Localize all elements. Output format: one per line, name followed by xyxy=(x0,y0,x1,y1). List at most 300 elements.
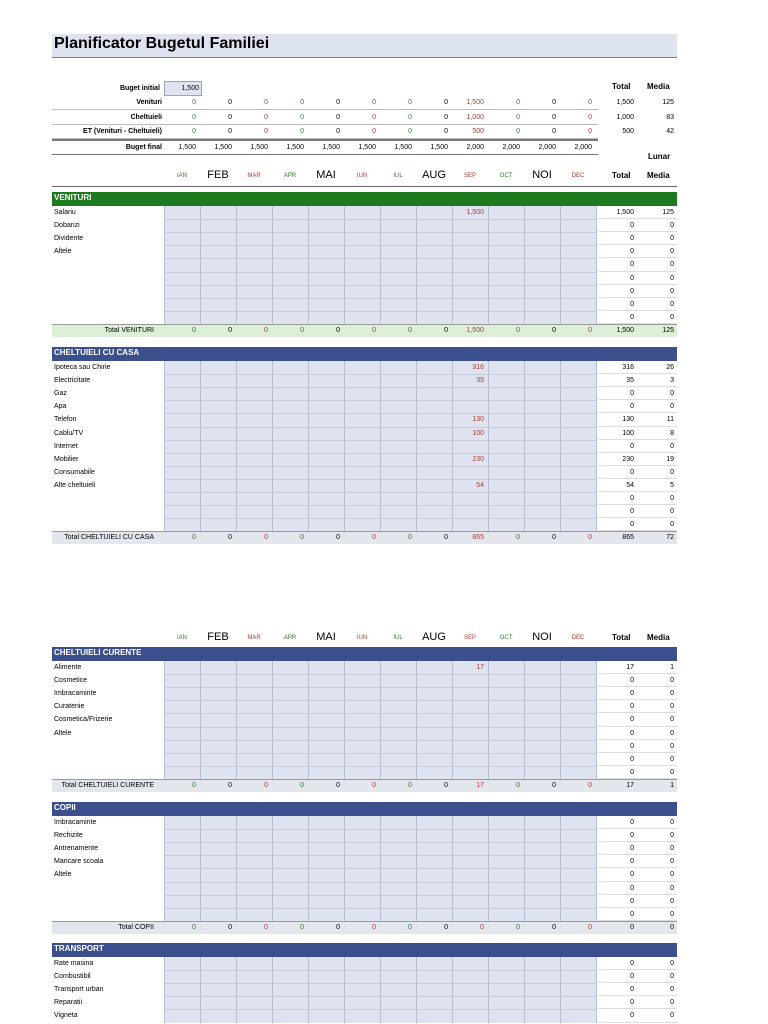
row-total: 0 xyxy=(630,248,634,256)
month-header-iun: IUN xyxy=(356,173,368,179)
row-media: 0 xyxy=(670,248,674,256)
summary-cell: 0 xyxy=(300,113,304,121)
grid-row-line xyxy=(164,374,596,375)
section-total-cell: 0 xyxy=(228,781,232,789)
month-header-noi: NOI xyxy=(532,169,552,181)
row-label: Imbracaminte xyxy=(54,819,97,826)
section-total-label: Total COPII xyxy=(118,923,154,931)
row-total: 1,500 xyxy=(616,209,634,216)
row-media: 0 xyxy=(670,261,674,269)
row-total: 0 xyxy=(630,235,634,243)
month-header-sep: SEP xyxy=(463,173,476,179)
grid-row-line xyxy=(164,700,596,701)
grid-column-line xyxy=(416,661,417,779)
section-total-cell: 0 xyxy=(408,923,412,931)
section-total-cell: 0 xyxy=(444,534,448,542)
row-media: 5 xyxy=(670,481,674,489)
row-label: Altele xyxy=(54,729,72,737)
grid-row-line xyxy=(164,753,596,754)
grid-row-line xyxy=(164,855,596,856)
section-total-cell: 0 xyxy=(372,781,376,789)
month-header-feb: FEB xyxy=(207,631,229,643)
row-label: Cosmetice xyxy=(54,677,88,685)
row-media: 0 xyxy=(670,468,674,476)
grid-row-line xyxy=(164,387,596,388)
row-label: Rate masina xyxy=(54,960,94,967)
row-total: 0 xyxy=(630,1012,634,1020)
row-total: 0 xyxy=(630,729,634,737)
section-total-cell: 0 xyxy=(336,923,340,931)
input-grid[interactable] xyxy=(164,957,596,1023)
grid-column-line xyxy=(416,206,417,324)
section-header-copii xyxy=(52,802,677,816)
row-media: 0 xyxy=(670,897,674,905)
section-total-cell: 0 xyxy=(300,923,304,931)
summary-cell: 0 xyxy=(300,99,304,106)
month-header-aug: AUG xyxy=(422,169,446,181)
summary-row-media: 125 xyxy=(662,99,674,106)
row-total: 0 xyxy=(630,845,634,853)
section-total-label: Total CHELTUIELI CURENTE xyxy=(61,781,154,789)
section-total-cell: 0 xyxy=(444,326,448,334)
grid-row-line xyxy=(164,713,596,714)
row-label: Alte cheltuieli xyxy=(54,481,96,489)
section-total-media: 0 xyxy=(670,923,674,931)
row-total: 100 xyxy=(622,429,634,437)
section-total-cell: 0 xyxy=(264,923,268,931)
grid-column-line xyxy=(164,661,165,779)
buget-final-cell: 2,000 xyxy=(574,144,592,151)
row-total: 0 xyxy=(630,832,634,840)
summary-cell: 0 xyxy=(264,113,268,121)
row-media: 0 xyxy=(670,960,674,967)
grid-column-line xyxy=(560,206,561,324)
row-media: 0 xyxy=(670,871,674,879)
sep-value[interactable]: 1,500 xyxy=(466,209,484,216)
summary-cell: 0 xyxy=(444,113,448,121)
section-total-cell: 0 xyxy=(336,326,340,334)
header-separator xyxy=(52,186,677,187)
section-total-media: 125 xyxy=(662,326,674,334)
row-total: 0 xyxy=(630,703,634,711)
row-media: 0 xyxy=(670,729,674,737)
row-total: 0 xyxy=(630,884,634,892)
row-media: 0 xyxy=(670,235,674,243)
grid-row-line xyxy=(164,727,596,728)
grid-row-line xyxy=(164,298,596,299)
total-header: Total xyxy=(612,171,631,180)
summary-cell: 0 xyxy=(336,99,340,106)
grid-row-line xyxy=(164,518,596,519)
section-total-media: 1 xyxy=(670,781,674,789)
section-total-label: Total VENITURI xyxy=(104,326,154,334)
row-media: 0 xyxy=(670,222,674,230)
row-media: 0 xyxy=(670,1012,674,1020)
summary-cell: 0 xyxy=(192,113,196,121)
row-media: 3 xyxy=(670,377,674,385)
summary-cell: 0 xyxy=(192,128,196,135)
summary-cell: 1,000 xyxy=(466,113,484,121)
row-media: 19 xyxy=(666,455,674,463)
month-header-apr: APR xyxy=(283,635,297,641)
section-total-cell: 0 xyxy=(552,923,556,931)
grid-column-line xyxy=(452,206,453,324)
summary-row-label: ET (Venituri - Cheltuieli) xyxy=(83,128,162,135)
buget-final-cell: 1,500 xyxy=(322,144,340,151)
row-total: 0 xyxy=(630,716,634,724)
section-total-cell: 0 xyxy=(372,326,376,334)
row-total: 0 xyxy=(630,442,634,450)
row-media: 0 xyxy=(670,845,674,853)
grid-row-line xyxy=(164,272,596,273)
section-total-cell: 0 xyxy=(408,534,412,542)
lunar-header: Lunar xyxy=(648,152,671,161)
buget-final-cell: 2,000 xyxy=(502,144,520,151)
row-label: Consumabile xyxy=(54,468,95,476)
sep-value[interactable]: 17 xyxy=(476,664,484,671)
grid-column-line xyxy=(236,661,237,779)
section-title: CHELTUIELI CURENTE xyxy=(54,648,142,657)
buget-final-cell: 1,500 xyxy=(178,144,196,151)
buget-final-cell: 2,000 xyxy=(538,144,556,151)
row-media: 0 xyxy=(670,999,674,1007)
buget-initial-input[interactable]: 1,500 xyxy=(164,81,202,96)
month-header-iul: IUL xyxy=(393,635,403,641)
grid-row-line xyxy=(164,983,596,984)
row-label: Antrenamente xyxy=(54,845,98,853)
summary-row-media: 42 xyxy=(666,128,674,135)
section-total-cell: 0 xyxy=(228,326,232,334)
row-label: Alimente xyxy=(54,664,82,671)
row-media: 0 xyxy=(670,442,674,450)
grid-row-line xyxy=(164,466,596,467)
grid-column-line xyxy=(164,957,165,1023)
row-total: 0 xyxy=(630,677,634,685)
sep-value[interactable]: 230 xyxy=(472,455,484,463)
row-media: 0 xyxy=(670,819,674,826)
summary-cell: 0 xyxy=(552,128,556,135)
summary-cell: 0 xyxy=(264,128,268,135)
row-label: Imbracaminte xyxy=(54,690,97,698)
grid-row-line xyxy=(164,427,596,428)
section-total-cell: 0 xyxy=(480,923,484,931)
row-total: 0 xyxy=(630,742,634,750)
summary-cell: 0 xyxy=(408,128,412,135)
row-total: 0 xyxy=(630,495,634,502)
row-media: 0 xyxy=(670,742,674,750)
row-media: 0 xyxy=(670,313,674,321)
row-media: 0 xyxy=(670,884,674,892)
row-media: 0 xyxy=(670,832,674,840)
grid-column-line xyxy=(488,661,489,779)
row-label: Transport urban xyxy=(54,986,104,994)
row-label: Salariu xyxy=(54,209,76,216)
section-total-media: 72 xyxy=(666,534,674,542)
section-total-cell: 0 xyxy=(552,326,556,334)
row-total: 0 xyxy=(630,300,634,308)
section-total-cell: 0 xyxy=(516,534,520,542)
month-header-mar: MAR xyxy=(247,173,261,179)
row-total: 0 xyxy=(630,768,634,776)
summary-cell: 0 xyxy=(228,128,232,135)
summary-cell: 0 xyxy=(552,99,556,106)
month-header-oct: OCT xyxy=(499,173,513,179)
grid-row-line xyxy=(164,492,596,493)
grid-row-line xyxy=(164,996,596,997)
row-total: 0 xyxy=(630,910,634,918)
input-grid[interactable] xyxy=(164,361,596,531)
section-header-cheltuieli-curente xyxy=(52,647,677,661)
grid-column-line xyxy=(308,957,309,1023)
grid-column-line xyxy=(380,957,381,1023)
month-header-mar: MAR xyxy=(247,635,261,641)
section-total-cell: 0 xyxy=(264,326,268,334)
summary-cell: 0 xyxy=(408,113,412,121)
row-media: 1 xyxy=(670,664,674,671)
section-title: TRANSPORT xyxy=(54,944,104,953)
sep-value[interactable]: 100 xyxy=(472,429,484,437)
grid-column-line xyxy=(344,206,345,324)
row-total: 0 xyxy=(630,313,634,321)
summary-cell: 0 xyxy=(588,128,592,135)
month-header-aug: AUG xyxy=(422,631,446,643)
row-total: 0 xyxy=(630,897,634,905)
input-grid[interactable] xyxy=(164,816,596,921)
summary-row-label: Venituri xyxy=(136,99,162,106)
section-total-cell: 0 xyxy=(408,326,412,334)
row-label: Reparatii xyxy=(54,999,83,1007)
buget-final-cell: 1,500 xyxy=(358,144,376,151)
summary-cell: 0 xyxy=(192,99,196,106)
grid-column-line xyxy=(200,206,201,324)
row-label: Dobanzi xyxy=(54,222,80,230)
row-total: 0 xyxy=(630,390,634,398)
grid-column-line xyxy=(560,661,561,779)
grid-row-line xyxy=(164,908,596,909)
month-header-mai: MAI xyxy=(316,631,336,643)
grid-row-line xyxy=(164,479,596,480)
section-title: CHELTUIELI CU CASA xyxy=(54,348,140,357)
row-media: 11 xyxy=(666,416,674,424)
grid-column-line xyxy=(236,206,237,324)
sep-value[interactable]: 316 xyxy=(472,364,484,371)
section-header-venituri xyxy=(52,192,677,206)
sep-value[interactable]: 130 xyxy=(472,416,484,424)
row-total: 0 xyxy=(630,403,634,411)
buget-final-cell: 1,500 xyxy=(250,144,268,151)
section-total-label: Total CHELTUIELI CU CASA xyxy=(64,534,154,542)
grid-column-line xyxy=(380,661,381,779)
summary-cell: 0 xyxy=(552,113,556,121)
input-grid[interactable] xyxy=(164,661,596,779)
summary-cell: 0 xyxy=(372,99,376,106)
row-media: 0 xyxy=(670,508,674,516)
section-total-cell: 0 xyxy=(300,781,304,789)
section-total-total: 865 xyxy=(622,534,634,542)
grid-column-line xyxy=(272,957,273,1023)
row-media: 0 xyxy=(670,858,674,866)
month-header-apr: APR xyxy=(283,173,297,179)
row-border xyxy=(598,1022,677,1023)
section-header-transport xyxy=(52,943,677,957)
summary-cell: 0 xyxy=(516,128,520,135)
row-total: 0 xyxy=(630,261,634,269)
row-total: 0 xyxy=(630,274,634,282)
row-media: 0 xyxy=(670,768,674,776)
row-total: 0 xyxy=(630,960,634,967)
section-total-cell: 0 xyxy=(552,781,556,789)
section-title: VENITURI xyxy=(54,193,92,202)
row-total: 17 xyxy=(626,664,634,671)
section-total-cell: 0 xyxy=(516,781,520,789)
row-total: 0 xyxy=(630,222,634,230)
section-total-cell: 0 xyxy=(228,923,232,931)
grid-column-line xyxy=(308,661,309,779)
row-media: 0 xyxy=(670,521,674,529)
row-media: 0 xyxy=(670,703,674,711)
grid-row-line xyxy=(164,232,596,233)
section-total-total: 1,500 xyxy=(616,326,634,334)
grid-column-line xyxy=(560,957,561,1023)
buget-final-cell: 1,500 xyxy=(286,144,304,151)
summary-cell: 500 xyxy=(472,128,484,135)
grid-row-line xyxy=(164,440,596,441)
row-media: 0 xyxy=(670,390,674,398)
sep-value[interactable]: 54 xyxy=(476,481,484,489)
grid-row-line xyxy=(164,400,596,401)
row-total: 0 xyxy=(630,755,634,763)
row-label: Altele xyxy=(54,871,72,879)
grid-column-line xyxy=(236,957,237,1023)
grid-row-line xyxy=(164,413,596,414)
month-header-feb: FEB xyxy=(207,169,229,181)
row-label: Mancare scoala xyxy=(54,858,104,866)
section-total-cell: 0 xyxy=(552,534,556,542)
section-header-cheltuieli-cu-casa xyxy=(52,347,677,361)
row-media: 0 xyxy=(670,973,674,981)
summary-cell: 0 xyxy=(228,99,232,106)
summary-cell: 0 xyxy=(336,113,340,121)
buget-final-cell: 1,500 xyxy=(430,144,448,151)
section-total-cell: 17 xyxy=(476,781,484,789)
section-total-cell: 0 xyxy=(300,534,304,542)
row-label: Cosmetica/Frizerie xyxy=(54,716,113,724)
grid-column-line xyxy=(344,957,345,1023)
section-total-total: 17 xyxy=(626,781,634,789)
grid-column-line xyxy=(164,206,165,324)
section-total-cell: 0 xyxy=(516,923,520,931)
grid-column-line xyxy=(452,957,453,1023)
month-header-iun: IUN xyxy=(356,635,368,641)
row-total: 0 xyxy=(630,973,634,981)
grid-column-line xyxy=(308,206,309,324)
buget-final-border xyxy=(52,154,598,155)
section-total-cell: 0 xyxy=(408,781,412,789)
section-title: COPII xyxy=(54,803,76,812)
section-total-cell: 0 xyxy=(372,534,376,542)
month-header-sep: SEP xyxy=(463,635,476,641)
row-label: Cablu/TV xyxy=(54,429,84,437)
grid-column-line xyxy=(272,206,273,324)
grid-row-line xyxy=(164,505,596,506)
row-total: 0 xyxy=(630,508,634,516)
row-label: Vigneta xyxy=(54,1012,78,1020)
grid-column-line xyxy=(488,206,489,324)
row-total: 0 xyxy=(630,999,634,1007)
section-total-cell: 0 xyxy=(300,326,304,334)
grid-row-line xyxy=(164,674,596,675)
summary-row-total: 500 xyxy=(622,128,634,135)
media-header: Media xyxy=(647,171,670,180)
row-media: 0 xyxy=(670,287,674,295)
row-media: 0 xyxy=(670,300,674,308)
section-total-cell: 0 xyxy=(372,923,376,931)
row-label: Curatenie xyxy=(54,703,85,711)
grid-row-line xyxy=(164,882,596,883)
grid-row-line xyxy=(164,285,596,286)
row-total: 35 xyxy=(626,377,634,385)
row-media: 0 xyxy=(670,690,674,698)
buget-initial-label: Buget initial xyxy=(119,85,160,92)
row-label: Ipoteca sau Chirie xyxy=(54,364,111,371)
grid-row-line xyxy=(164,868,596,869)
section-total-cell: 0 xyxy=(444,923,448,931)
summary-cell: 0 xyxy=(588,99,592,106)
section-total-cell: 0 xyxy=(264,534,268,542)
grid-column-line xyxy=(344,661,345,779)
section-total-cell: 865 xyxy=(472,534,484,542)
row-label: Mobilier xyxy=(54,455,79,463)
sep-value[interactable]: 35 xyxy=(476,377,484,385)
summary-total-header: Total xyxy=(612,82,631,91)
row-label: Apa xyxy=(54,403,67,411)
summary-cell: 0 xyxy=(444,99,448,106)
section-total-cell: 0 xyxy=(264,781,268,789)
summary-row-total: 1,500 xyxy=(616,99,634,106)
grid-row-line xyxy=(164,1009,596,1010)
row-media: 0 xyxy=(670,677,674,685)
row-total: 0 xyxy=(630,287,634,295)
row-media: 0 xyxy=(670,274,674,282)
month-header-dec: DEC xyxy=(571,173,585,179)
section-total-cell: 0 xyxy=(444,781,448,789)
summary-row-label: Cheltuieli xyxy=(130,113,162,121)
grid-row-line xyxy=(164,829,596,830)
summary-cell: 0 xyxy=(516,99,520,106)
section-total-cell: 0 xyxy=(588,923,592,931)
grid-row-line xyxy=(164,258,596,259)
row-label: Combustibil xyxy=(54,973,91,981)
row-media: 0 xyxy=(670,910,674,918)
row-label: Altele xyxy=(54,248,72,256)
row-total: 0 xyxy=(630,819,634,826)
section-total-cell: 0 xyxy=(336,534,340,542)
row-total: 0 xyxy=(630,468,634,476)
summary-cell: 0 xyxy=(372,113,376,121)
input-grid[interactable] xyxy=(164,206,596,324)
row-label: Dividente xyxy=(54,235,84,243)
row-total: 230 xyxy=(622,455,634,463)
summary-cell: 0 xyxy=(372,128,376,135)
section-total-cell: 0 xyxy=(192,923,196,931)
row-media: 8 xyxy=(670,429,674,437)
month-header-ian: IAN xyxy=(176,635,187,641)
grid-column-line xyxy=(488,957,489,1023)
section-total-total: 0 xyxy=(630,923,634,931)
summary-media-header: Media xyxy=(647,82,670,91)
section-total-cell: 0 xyxy=(192,781,196,789)
month-header-ian: IAN xyxy=(176,173,187,179)
